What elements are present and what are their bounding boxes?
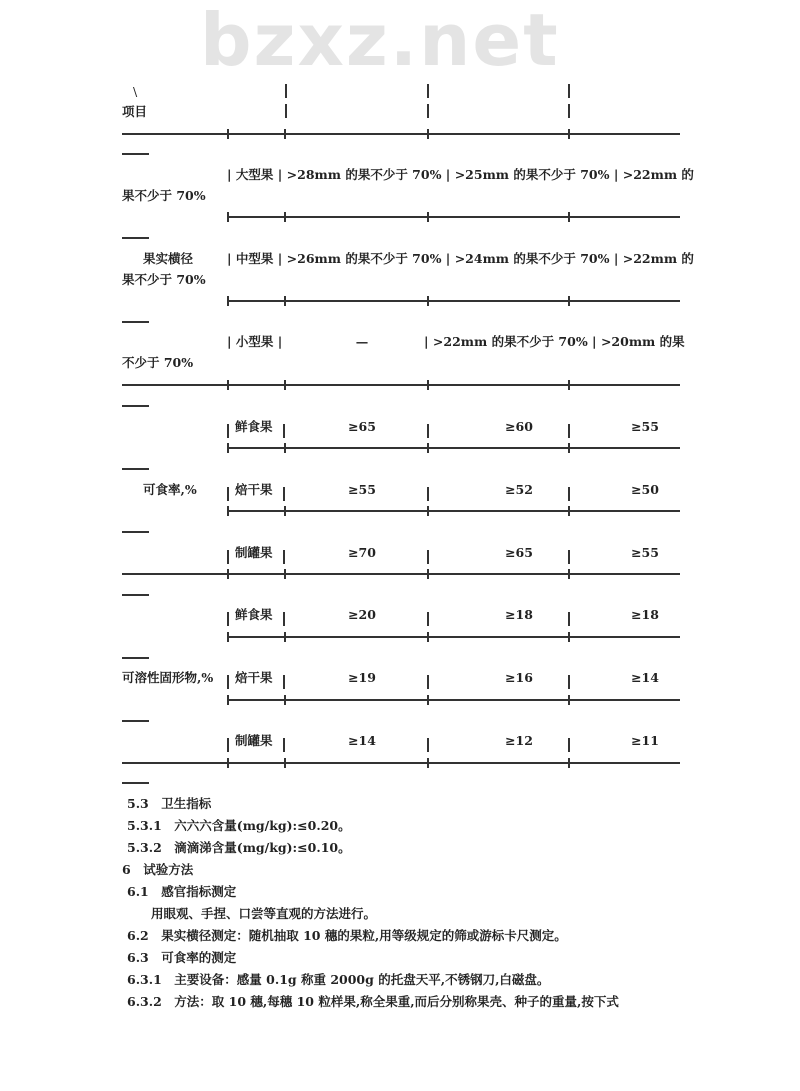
size-row-small-wrap: 不少于 70% <box>122 355 194 370</box>
cell-divider <box>283 550 285 564</box>
rule-tick <box>427 380 429 390</box>
cell-divider <box>227 550 229 564</box>
soluble-group-label: 可溶性固形物,% <box>122 670 214 685</box>
size-row-large: | 大型果 | >28mm 的果不少于 70% | >25mm 的果不少于 70% | >22mm 的 <box>227 167 694 182</box>
section-6-1: 6.1 感官指标测定 <box>127 884 237 899</box>
grade-value: ≥55 <box>631 545 659 560</box>
cell-divider <box>283 738 285 752</box>
fruit-type-label: 制罐果 <box>235 545 273 560</box>
fruit-type-label: 鲜食果 <box>235 419 273 434</box>
table-rule <box>228 636 680 638</box>
row-dash <box>122 405 149 407</box>
size-row-medium-wrap: 果不少于 70% <box>122 272 206 287</box>
row-dash <box>122 321 149 323</box>
cell-divider <box>227 487 229 501</box>
row-dash <box>122 782 149 784</box>
section-6-1-text: 用眼观、手捏、口尝等直观的方法进行。 <box>151 906 377 921</box>
rule-tick <box>227 758 229 768</box>
size-group-label: 果实横径 <box>143 251 194 266</box>
fruit-type-label: 鲜食果 <box>235 607 273 622</box>
rule-tick <box>284 296 286 306</box>
fruit-type-label: 焙干果 <box>235 670 273 685</box>
cell-divider <box>283 424 285 438</box>
section-6-2: 6.2 果实横径测定：随机抽取 10 穗的果粒,用等级规定的筛或游标卡尺测定。 <box>127 928 567 943</box>
cell-divider <box>568 675 570 689</box>
table-rule <box>122 762 680 764</box>
rule-tick <box>227 296 229 306</box>
rule-tick <box>427 212 429 222</box>
table-rule <box>228 699 680 701</box>
section-5-3-1: 5.3.1 六六六含量(mg/kg):≤0.20。 <box>127 818 351 833</box>
table-rule <box>122 133 680 135</box>
cell-divider <box>427 675 429 689</box>
rule-tick <box>284 506 286 516</box>
row-dash <box>122 468 149 470</box>
cell-divider <box>227 424 229 438</box>
section-6: 6 试验方法 <box>122 862 194 877</box>
cell-divider <box>568 612 570 626</box>
rule-tick <box>427 695 429 705</box>
fruit-type-label: 焙干果 <box>235 482 273 497</box>
fruit-type-label: 制罐果 <box>235 733 273 748</box>
cell-divider <box>427 612 429 626</box>
row-dash <box>122 153 149 155</box>
size-row-small: | >22mm 的果不少于 70% | >20mm 的果 <box>424 334 685 349</box>
rule-tick <box>284 443 286 453</box>
size-row-small-empty: — <box>355 334 369 349</box>
rule-tick <box>227 212 229 222</box>
rule-tick <box>427 632 429 642</box>
rule-tick <box>227 695 229 705</box>
rule-tick <box>284 129 286 139</box>
cell-divider <box>283 612 285 626</box>
rule-tick <box>284 632 286 642</box>
section-5-3: 5.3 卫生指标 <box>127 796 212 811</box>
rule-tick <box>568 129 570 139</box>
grade-value: ≥20 <box>348 607 376 622</box>
table-rule <box>228 447 680 449</box>
rule-tick <box>427 569 429 579</box>
rule-tick <box>284 758 286 768</box>
grade-value: ≥60 <box>505 419 533 434</box>
grade-value: ≥65 <box>348 419 376 434</box>
row-dash <box>122 531 149 533</box>
cell-divider <box>568 550 570 564</box>
grade-value: ≥11 <box>631 733 659 748</box>
table-rule <box>122 384 680 386</box>
cell-divider <box>568 104 570 118</box>
rule-tick <box>568 632 570 642</box>
rule-tick <box>568 296 570 306</box>
grade-value: ≥14 <box>631 670 659 685</box>
rule-tick <box>568 695 570 705</box>
rule-tick <box>427 506 429 516</box>
size-row-small-label: | 小型果 | <box>227 334 283 349</box>
watermark: bzxz.net <box>200 0 560 82</box>
rule-tick <box>427 129 429 139</box>
rule-tick <box>568 212 570 222</box>
size-row-large-wrap: 果不少于 70% <box>122 188 206 203</box>
rule-tick <box>568 569 570 579</box>
rule-tick <box>568 758 570 768</box>
section-5-3-2: 5.3.2 滴滴涕含量(mg/kg):≤0.10。 <box>127 840 351 855</box>
rule-tick <box>227 380 229 390</box>
cell-divider <box>427 550 429 564</box>
grade-value: ≥52 <box>505 482 533 497</box>
row-dash <box>122 237 149 239</box>
header-slash: \ <box>133 84 138 99</box>
grade-value: ≥18 <box>631 607 659 622</box>
cell-divider <box>568 487 570 501</box>
grade-value: ≥50 <box>631 482 659 497</box>
grade-value: ≥18 <box>505 607 533 622</box>
grade-value: ≥65 <box>505 545 533 560</box>
rule-tick <box>284 695 286 705</box>
table-rule <box>228 510 680 512</box>
rule-tick <box>227 443 229 453</box>
cell-divider <box>427 84 429 98</box>
rule-tick <box>227 506 229 516</box>
rule-tick <box>568 506 570 516</box>
size-row-medium: | 中型果 | >26mm 的果不少于 70% | >24mm 的果不少于 70% | >22mm 的 <box>227 251 694 266</box>
row-dash <box>122 657 149 659</box>
rule-tick <box>284 569 286 579</box>
cell-divider <box>285 84 287 98</box>
rule-tick <box>427 296 429 306</box>
grade-value: ≥16 <box>505 670 533 685</box>
rule-tick <box>427 443 429 453</box>
rule-tick <box>227 569 229 579</box>
cell-divider <box>227 612 229 626</box>
rule-tick <box>227 632 229 642</box>
header-label: 项目 <box>122 104 148 119</box>
cell-divider <box>227 738 229 752</box>
section-6-3-2: 6.3.2 方法：取 10 穗,每穗 10 粒样果,称全果重,而后分别称果壳、种子的重量,按下式 <box>127 994 619 1009</box>
row-dash <box>122 720 149 722</box>
rule-tick <box>568 443 570 453</box>
rule-tick <box>227 129 229 139</box>
grade-value: ≥55 <box>348 482 376 497</box>
table-rule <box>228 216 680 218</box>
cell-divider <box>227 675 229 689</box>
rule-tick <box>427 758 429 768</box>
rule-tick <box>284 212 286 222</box>
table-rule <box>122 573 680 575</box>
cell-divider <box>427 738 429 752</box>
grade-value: ≥55 <box>631 419 659 434</box>
table-rule <box>228 300 680 302</box>
cell-divider <box>568 738 570 752</box>
cell-divider <box>568 84 570 98</box>
grade-value: ≥12 <box>505 733 533 748</box>
cell-divider <box>427 487 429 501</box>
cell-divider <box>283 675 285 689</box>
section-6-3-1: 6.3.1 主要设备：感量 0.1g 称重 2000g 的托盘天平,不锈钢刀,白磁盘。 <box>127 972 550 987</box>
cell-divider <box>427 424 429 438</box>
cell-divider <box>285 104 287 118</box>
rule-tick <box>284 380 286 390</box>
grade-value: ≥19 <box>348 670 376 685</box>
edible-group-label: 可食率,% <box>143 482 197 497</box>
cell-divider <box>427 104 429 118</box>
grade-value: ≥14 <box>348 733 376 748</box>
cell-divider <box>568 424 570 438</box>
row-dash <box>122 594 149 596</box>
rule-tick <box>568 380 570 390</box>
section-6-3: 6.3 可食率的测定 <box>127 950 237 965</box>
grade-value: ≥70 <box>348 545 376 560</box>
cell-divider <box>283 487 285 501</box>
